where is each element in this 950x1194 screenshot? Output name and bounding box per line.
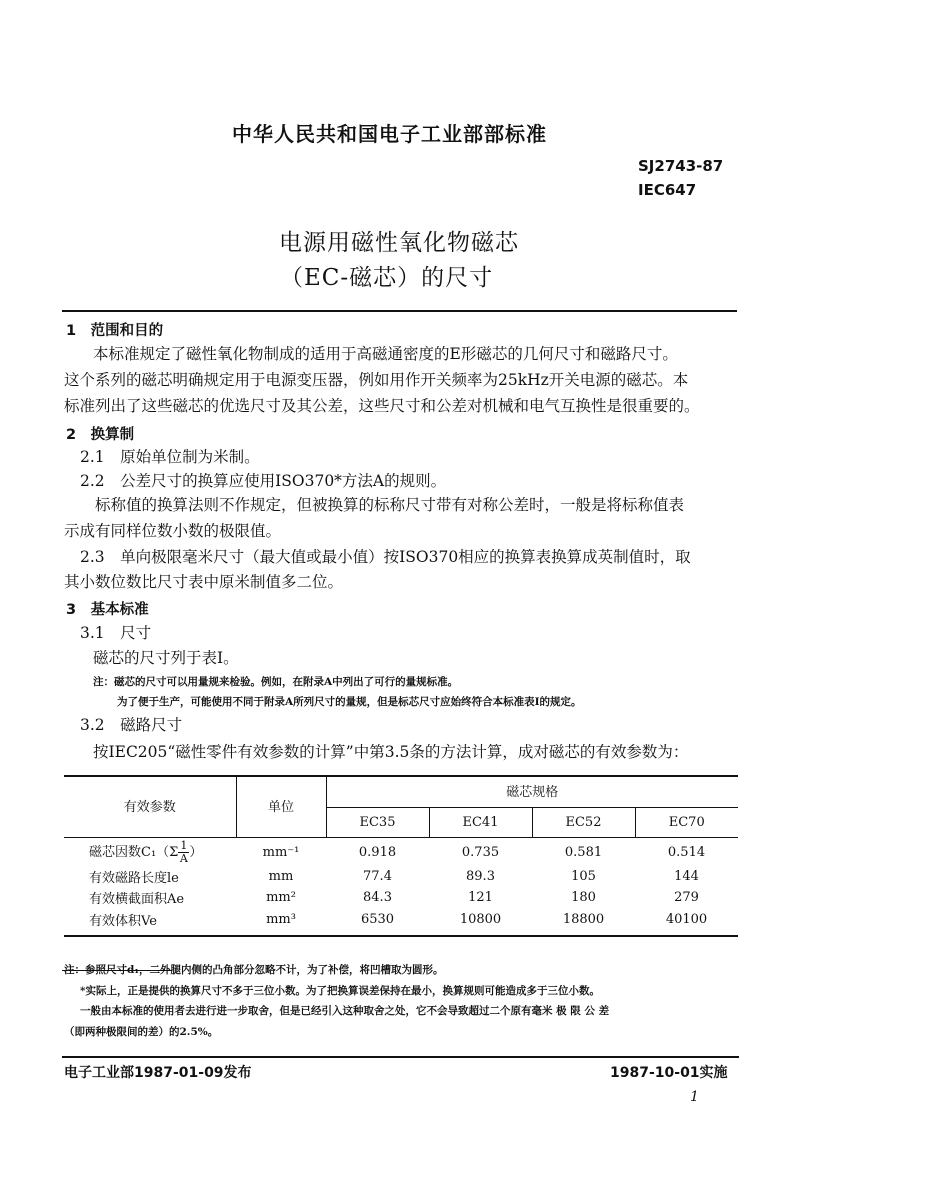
clause-3-1-heading: 3.1 尺寸 — [80, 624, 152, 642]
unit-cell: mm⁻¹ — [262, 845, 300, 860]
standard-code: SJ2743-87 — [638, 157, 724, 175]
table-header-row-1 — [64, 775, 738, 807]
value-cell: 0.735 — [461, 845, 500, 860]
table-row — [64, 908, 738, 932]
document-title-line-2: （EC-磁芯）的尺寸 — [280, 265, 494, 291]
iec-code: IEC647 — [638, 181, 697, 199]
note-1-line-2: 为了便于生产，可能使用不同于附录A所列尺寸的量规，但是标芯尺寸应始终符合本标准表Ⅰ的规定。 — [117, 696, 582, 708]
value-cell: 40100 — [665, 912, 708, 927]
section-1-heading: 1 范围和目的 — [66, 323, 164, 339]
clause-2-2-paragraph-line-1: 标称值的换算法则不作规定，但被换算的标称尺寸带有对称公差时，一般是将标称值表 — [95, 496, 685, 514]
effective-date: 1987-10-01实施 — [610, 1065, 728, 1081]
param-label-close: ） — [189, 845, 203, 860]
value-cell: 84.3 — [363, 889, 392, 905]
value-cell: 279 — [674, 889, 699, 905]
header-cell-core: EC52 — [532, 807, 635, 837]
clause-3-2-heading: 3.2 磁路尺寸 — [80, 716, 183, 734]
value-cell: 77.4 — [363, 868, 392, 884]
title-divider — [62, 310, 737, 312]
unit-cell: mm² — [266, 889, 296, 905]
issuing-authority: 中华人民共和国电子工业部部标准 — [232, 122, 547, 146]
fraction-numerator: 1 — [180, 839, 188, 852]
fraction-denominator: A — [179, 852, 188, 865]
value-cell: 0.514 — [667, 845, 706, 860]
fraction — [178, 840, 189, 865]
value-cell: 10800 — [459, 912, 502, 927]
value-cell: 144 — [674, 868, 699, 884]
clause-3-1-text: 磁芯的尺寸列于表I。 — [93, 649, 239, 667]
section-1-paragraph-line-3: 标准列出了这些磁芯的优选尺寸及其公差，这些尺寸和公差对机械和电气互换性是很重要的。 — [64, 397, 700, 415]
header-cell-parameter: 有效参数 — [64, 775, 236, 837]
header-cell-core: EC70 — [668, 814, 705, 830]
value-cell: 105 — [571, 868, 596, 884]
document-title-line-1: 电源用磁性氧化物磁芯 — [279, 230, 519, 256]
clause-2-3-line-2: 其小数位数比尺寸表中原米制值多二位。 — [64, 573, 344, 591]
effective-parameters-table — [64, 775, 738, 932]
table-row — [64, 887, 738, 908]
table-row — [64, 840, 738, 866]
unit-cell: mm³ — [266, 912, 296, 927]
note-1-line-1: 注：磁芯的尺寸可以用量规来检验。例如，在附录A中列出了可行的量规标准。 — [93, 676, 459, 688]
header-cell-core-type: 磁芯规格 — [326, 775, 738, 807]
section-3-heading: 3 基本标准 — [66, 602, 149, 618]
unit-cell: mm — [268, 868, 294, 884]
issue-date: 电子工业部1987-01-09发布 — [64, 1065, 252, 1081]
param-cell: 有效磁路长度le — [89, 870, 179, 886]
value-cell: 0.581 — [564, 845, 603, 860]
section-2-heading: 2 换算制 — [66, 427, 135, 443]
footer-rule — [62, 1056, 739, 1058]
clause-2-1: 2.1 原始单位制为米制。 — [80, 448, 260, 466]
clause-2-2-paragraph-line-2: 示成有同样位数小数的极限值。 — [64, 522, 282, 540]
value-cell: 0.918 — [358, 845, 397, 860]
param-cell: 有效体积Ve — [89, 914, 157, 929]
header-cell-core: EC41 — [429, 807, 532, 837]
footnote-rounding-line-1: 一般由本标准的使用者去进行进一步取舍，但是已经引入这种取舍之处，它不会导致超过二个原有毫米 极 限 公 差 — [80, 1005, 610, 1017]
footnote-rounding-line-2: （即两种极限间的差）的2.5%。 — [64, 1026, 219, 1038]
header-cell-unit: 单位 — [236, 775, 326, 837]
section-1-paragraph-line-2: 这个系列的磁芯明确规定用于电源变压器，例如用作开关频率为25kHz开关电源的磁芯。本 — [64, 371, 689, 389]
param-cell — [64, 840, 236, 866]
param-label: 磁芯因数C₁（Σ — [89, 845, 179, 860]
clause-2-2: 2.2 公差尺寸的换算应使用ISO370*方法A的规则。 — [80, 472, 447, 490]
value-cell: 180 — [571, 889, 596, 905]
param-cell: 有效横截面积Ae — [89, 891, 185, 907]
footnote-reference-dimension: 注：参照尺寸d₁，二外腿内侧的凸角部分忽略不计，为了补偿，将凹槽取为圆形。 — [64, 964, 444, 976]
value-cell: 89.3 — [466, 868, 495, 884]
header-cell-core: EC35 — [326, 807, 429, 837]
value-cell: 6530 — [360, 912, 395, 927]
clause-2-3-line-1: 2.3 单向极限毫米尺寸（最大值或最小值）按ISO370相应的换算表换算成英制值时，取 — [80, 548, 691, 566]
value-cell: 121 — [468, 889, 493, 905]
table-bottom-rule — [64, 935, 738, 937]
value-cell: 18800 — [562, 912, 605, 927]
table-row — [64, 866, 738, 887]
section-1-paragraph-line-1: 本标准规定了磁性氧化物制成的适用于高磁通密度的E形磁芯的几何尺寸和磁路尺寸。 — [93, 345, 678, 363]
clause-3-2-text: 按IEC205“磁性零件有效参数的计算”中第3.5条的方法计算，成对磁芯的有效参数为： — [93, 743, 689, 761]
page-number: 1 — [690, 1089, 699, 1105]
footnote-conversion: *实际上，正是提供的换算尺寸不多于三位小数。为了把换算误差保持在最小，换算规则可能造成多于三位小数。 — [80, 985, 600, 997]
